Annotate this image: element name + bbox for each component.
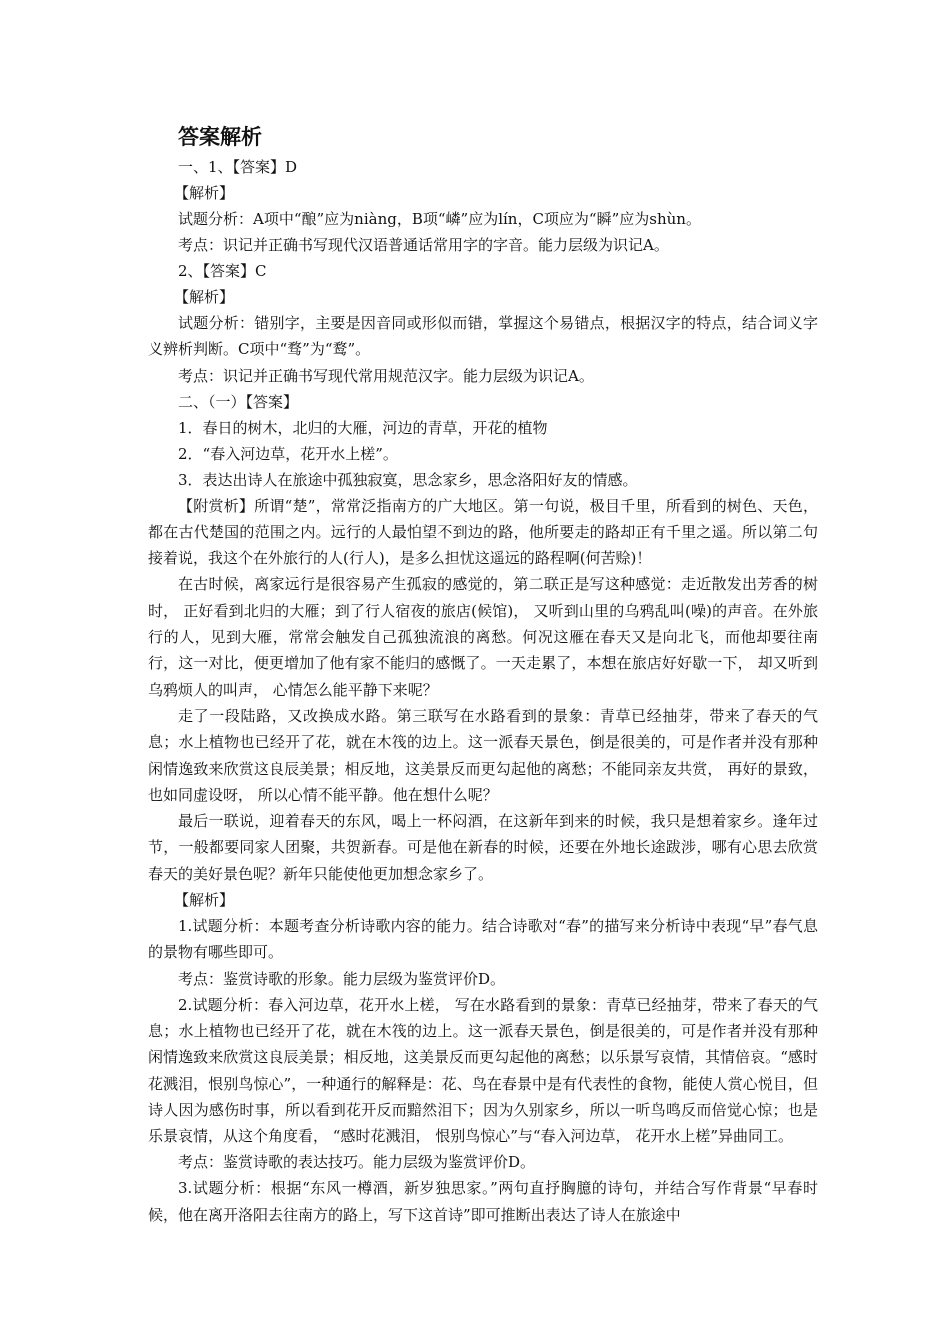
section2-answer-header: 二、（一）【答案】 <box>178 392 299 411</box>
q1-exam-point: 考点：识记并正确书写现代汉语普通话常用字的字音。能力层级为识记A。 <box>178 236 669 254</box>
q2-exam-point: 考点：识记并正确书写现代常用规范汉字。能力层级为识记A。 <box>178 366 594 385</box>
s2-answer-2: 2．“春入河边草，花开水上槎”。 <box>178 444 398 463</box>
s2-analysis-3: 3.试题分析：根据“东风一樽酒，新岁独思家。”两句直抒胸臆的诗句，并结合写作背景“早春时候，他在离开洛阳去往南方的路上，写下这首诗”即可推断出表达了诗人在旅途中 <box>148 1179 818 1224</box>
q1-answer: 一、1、【答案】D <box>178 158 298 176</box>
s2-analysis-label: 【解析】 <box>174 891 235 910</box>
appreciation-paragraph-3: 走了一段陆路，又改换成水路。第三联写在水路看到的景象：青草已经抽芽，带来了春天的气息；水上植物也已经开了花，就在木筏的边上。这一派春天景色，倒是很美的，可是作者并没有那种闲情逸致来欣赏这良辰美景；相反地，这美景反而更勾起他的离愁；不能同亲友共赏， 再好的景致， 也如同虚设呀， 所以心情不能平静。他在想什么呢？ <box>148 706 818 804</box>
s2-analysis-2-point: 考点：鉴赏诗歌的表达技巧。能力层级为鉴赏评价D。 <box>178 1153 536 1172</box>
s2-analysis-1-point: 考点：鉴赏诗歌的形象。能力层级为鉴赏评价D。 <box>178 969 506 988</box>
q2-analysis: 试题分析：错别字，主要是因音同或形似而错，掌握这个易错点，根据汉字的特点，结合词义字义辨析判断。C项中“骛”为“鹜”。 <box>148 314 818 359</box>
appreciation-paragraph: 【附赏析】所谓“楚”，常常泛指南方的广大地区。第一句说，极目千里，所看到的树色、天色，都在古代楚国的范围之内。远行的人最怕望不到边的路，他所要走的路却正有千里之遥。所以第二句接着说，我这个在外旅行的人(行人)，是多么担忧这遥远的路程啊(何苦赊)！ <box>148 496 818 568</box>
page-title: 答案解析 <box>178 125 262 149</box>
q2-answer: 2、【答案】C <box>178 262 267 280</box>
s2-analysis-2: 2.试题分析：春入河边草，花开水上槎， 写在水路看到的景象：青草已经抽芽，带来了春天的气息；水上植物也已经开了花，就在木筏的边上。这一派春天景色，倒是很美的，可是作者并没有那种闲情逸致来欣赏这良辰美景；相反地，这美景反而更勾起他的离愁；以乐景写哀情，其情倍哀。“感时花溅泪，恨别鸟惊心”，一种通行的解释是：花、鸟在春景中是有代表性的食物，能使人赏心悦目，但诗人因为感伤时事，所以看到花开反而黯然泪下；因为久别家乡，所以一听鸟鸣反而倍觉心惊；也是乐景哀情，从这个角度看， “感时花溅泪， 恨别鸟惊心”与“春入河边草， 花开水上槎”异曲同工。 <box>148 995 818 1146</box>
s2-analysis-1: 1.试题分析：本题考查分析诗歌内容的能力。结合诗歌对“春”的描写来分析诗中表现“早”春气息的景物有哪些即可。 <box>148 917 818 962</box>
q2-analysis-label: 【解析】 <box>174 288 235 306</box>
appreciation-paragraph-4: 最后一联说，迎着春天的东风，喝上一杯闷酒，在这新年到来的时候，我只是想着家乡。逢年过节，一般都要同家人团聚，共贺新春。可是他在新春的时候，还要在外地长途跋涉，哪有心思去欣赏春天的美好景色呢？新年只能使他更加想念家乡了。 <box>148 812 818 883</box>
q1-analysis-label: 【解析】 <box>174 184 235 202</box>
s2-answer-3: 3．表达出诗人在旅途中孤独寂寞，思念家乡，思念洛阳好友的情感。 <box>178 470 638 489</box>
answer-analysis-content <box>148 122 818 1228</box>
q1-analysis: 试题分析：A项中“酿”应为niàng，B项“嶙”应为lín，C项应为“瞬”应为shùn。 <box>178 210 701 228</box>
s2-answer-1: 1．春日的树木，北归的大雁，河边的青草，开花的植物 <box>178 418 548 437</box>
appreciation-paragraph-2: 在古时候，离家远行是很容易产生孤寂的感觉的，第二联正是写这种感觉：走近散发出芳香的树时， 正好看到北归的大雁；到了行人宿夜的旅店(候馆)， 又听到山里的乌鸦乱叫(噪)的声音。在外旅行的人，见到大雁，常常会触发自己孤独流浪的离愁。何况这雁在春天又是向北飞，而他却要往南行，这一对比，便更增加了他有家不能归的感慨了。一天走累了，本想在旅店好好歇一下， 却又听到乌鸦烦人的叫声， 心情怎么能平静下来呢？ <box>148 575 818 699</box>
